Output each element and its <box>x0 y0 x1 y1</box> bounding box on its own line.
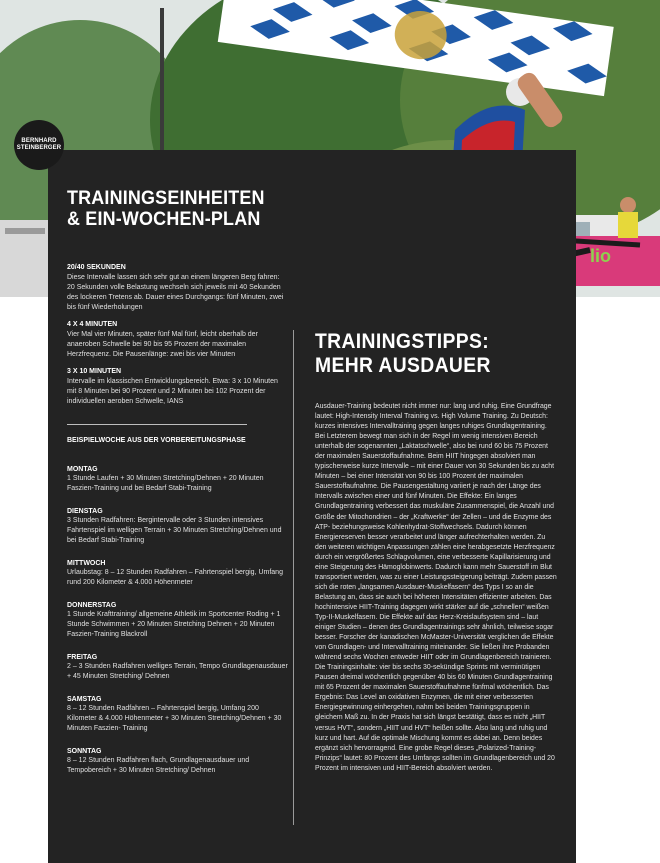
example-week-heading: BEISPIELWOCHE AUS DER VORBEREITUNGSPHASE <box>67 437 246 444</box>
training-units-title-line2: & EIN-WOCHEN-PLAN <box>67 208 261 230</box>
day-plan: 1 Stunde Krafttraining/ allgemeine Athletik im Sportcenter Roding + 1 Stunde Schwimmen + 20 Minuten Stretching Dehnen + 20 Minuten Faszien-Training Blackroll <box>67 611 281 638</box>
training-units-title-line1: TRAININGSEINHEITEN <box>67 187 265 209</box>
content-panel <box>48 150 576 863</box>
author-last-name: STEINBERGER <box>16 145 62 151</box>
day-name: MITTWOCH <box>67 560 106 567</box>
training-tips-title-line1: TRAININGSTIPPS: <box>315 330 490 353</box>
interval-section-title: 3 X 10 MINUTEN <box>67 368 122 375</box>
section-divider <box>67 424 247 425</box>
day-plan: 3 Stunden Radfahren: Bergintervalle oder 3 Stunden intensives Fahrtenspiel im welligen Terrain + 30 Minuten Stretching/Dehnen und bei Bedarf Stabi-Training <box>67 517 282 544</box>
day-entry <box>67 748 289 776</box>
interval-section <box>67 321 289 360</box>
day-entry <box>67 466 289 494</box>
day-plan: Urlaubstag: 8 – 12 Stunden Radfahren – Fahrtenspiel bergig, Umfang rund 200 Kilometer & 4.000 Höhenmeter <box>67 569 283 586</box>
author-badge <box>14 120 64 170</box>
author-first-name: BERNHARD <box>21 138 57 145</box>
training-tips-title-line2: MEHR AUSDAUER <box>315 354 491 377</box>
day-name: MONTAG <box>67 466 98 473</box>
day-name: FREITAG <box>67 654 98 661</box>
day-entry <box>67 560 289 588</box>
interval-section-body: Diese Intervalle lassen sich sehr gut an einem längeren Berg fahren: 20 Sekunden volle Belastung wechseln sich jeweils mit 40 Sekunden des lockeren Tretens ab. Dauer eines Durchgangs: fünf Minuten, zwei bis fünf Wiederholungen <box>67 274 284 311</box>
day-name: DIENSTAG <box>67 508 103 515</box>
training-tips-title <box>315 330 538 378</box>
day-plan: 2 – 3 Stunden Radfahren welliges Terrain, Tempo Grundlagenausdauer + 45 Minuten Stretching/ Dehnen <box>67 663 288 680</box>
day-plan: 8 – 12 Stunden Radfahren – Fahrtenspiel bergig, Umfang 200 Kilometer & 4.000 Höhenmeter + 30 Minuten Stretching/Dehnen + 30 Minuten Faszien- Training <box>67 705 282 732</box>
day-plan: 1 Stunde Laufen + 30 Minuten Stretching/Dehnen + 20 Minuten Faszien-Training und bei Bedarf Stabi-Training <box>67 475 264 492</box>
training-tips-column <box>315 330 557 774</box>
interval-section-title: 20/40 SEKUNDEN <box>67 264 126 271</box>
interval-section <box>67 264 289 313</box>
day-name: DONNERSTAG <box>67 602 117 609</box>
day-plan: 8 – 12 Stunden Radfahren flach, Grundlagenausdauer und Tempobereich + 30 Minuten Stretching/ Dehnen <box>67 757 250 774</box>
day-name: SAMSTAG <box>67 696 102 703</box>
interval-section-title: 4 X 4 MINUTEN <box>67 321 118 328</box>
day-entry <box>67 696 289 734</box>
interval-section-body: Vier Mal vier Minuten, später fünf Mal fünf, leicht oberhalb der anaeroben Schwelle bei 90 bis 95 Prozent der maximalen Herzfrequenz. Die Pausenlänge: zwei bis vier Minuten <box>67 331 258 358</box>
interval-section-body: Intervalle im klassischen Entwicklungsbereich. Etwa: 3 x 10 Minuten mit 8 Minuten bei 90 Prozent und 2 Minuten bei 102 Prozent der individuellen aeroben Schwelle, IANS <box>67 378 278 405</box>
day-entry <box>67 508 289 546</box>
day-entry <box>67 654 289 682</box>
interval-section <box>67 368 289 407</box>
svg-text:lio: lio <box>590 246 611 266</box>
training-units-column <box>67 188 289 790</box>
day-entry <box>67 602 289 640</box>
training-tips-article: Ausdauer-Training bedeutet nicht immer nur: lang und ruhig. Eine Grundfrage lautet: High-Intensity Interval Training vs. High Volume Training. Zu Deutsch: kurzes intensives Intervalltraining gegen langes ruhiges Grundlagentraining. Bei Letzterem bewegt man sich in der Regel im wenig intensiven Bereich unterhalb der sogenannten „Laktatschwelle“, also bei rund 60 bis 75 Prozent der maximalen Sauerstoffaufnahme. Beim HIIT hingegen absolviert man typischerweise kurze Intervalle – mit einer Dauer von 30 Sekunden bis zu acht Minuten – bei einer Intensität von 90 bis 100 Prozent der maximalen Sauerstoffaufnahme. Die Pausengestaltung variiert je nach der Länge des Intervalls zwischen einer und fünf Minuten. Die Effekte: Ein langes Grundlagentraining verbessert das muskuläre Zusammenspiel, die Anzahl und Größe der Mitochondrien – der „Kraftwerke“ der Zellen – und die Enzyme des ATP- beziehungsweise Kohlenhydrat-Stoffwechsels. Dadurch können Energiereserven besser verarbeitet und länger aufrechterhalten werden. Zu den weiteren wichtigen Anpassungen zählen eine herabgesetzte Herzfrequenz durch ein vergrößertes Schlagvolumen, eine verbesserte Kapillarisierung und eine Steigerung des Hämoglobinwerts. Dadurch kann mehr Sauerstoff im Blut transportiert werden, was zu einer Leistungssteigerung beiträgt. Zudem passen sich die roten „langsamen Ausdauer-Muskelfasern“ des Typs I so an die Belastung an, dass sie auch bei höheren Intensitäten effizienter arbeiten. Das hochintensive HIIT-Training dagegen wirkt stärker auf die „schnellen“ weißen Typ-II-Muskelfasern. Die Effekte auf das Herz-Kreislaufsystem sind – laut einiger Studien – denen des Grundlagentrainings sehr ähnlich, teilweise sogar besser. Forscher der kanadischen McMaster-Universität verglichen die Effekte von Grundlagen- und Intervalltraining miteinander. Sie ließen ihre Probanden während sechs Wochen entweder HIIT oder im Grundlagenbereich trainieren. Die Trainingsinhalte: vier bis sechs 30-sekündige Sprints mit verminütigen Pausen dreimal wöchentlich gegenüber 40 bis 60 Minuten Grundlagentraining mit 65 Prozent der maximalen Sauerstoffaufnahme fünfmal wöchentlich. Das Ergebnis: Das Level an oxidativen Enzymen, die mit einer verbesserten Energiegewinnung einhergehen, nahm bei beiden Trainingsgruppen in gleichem Maß zu. In der Praxis hat sich längst bestätigt, dass es nicht „HIIT versus HVT“, sondern „HIIT und HVT“ heißen sollte. Also lang und ruhig und kurz und hart. Auf die optimale Mischung kommt es dabei an. Denn beides ergänzt sich hervorragend. Eine grobe Regel dieses „Polarized-Training-Prinzips“ lautet: 80 Prozent des Umfangs sollten im Grundlagenbereich und 20 Prozent im intensiven und HIIT-Bereich absolviert werden. <box>315 403 557 772</box>
column-divider <box>293 330 294 825</box>
day-name: SONNTAG <box>67 748 102 755</box>
training-units-title <box>67 188 271 230</box>
